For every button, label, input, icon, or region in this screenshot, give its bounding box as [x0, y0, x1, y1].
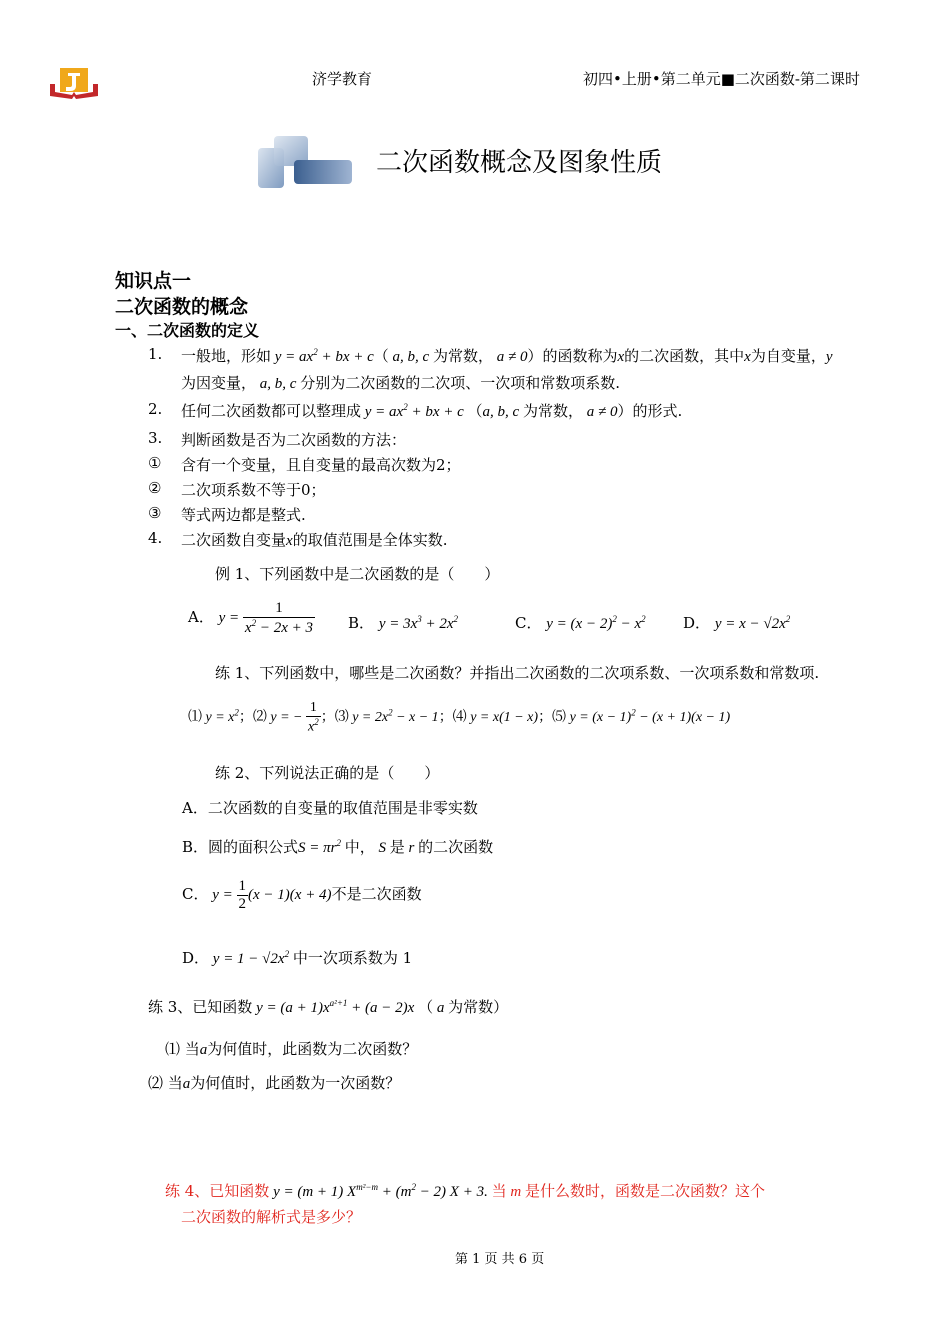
option-c — [182, 878, 422, 913]
page-title: 二次函数概念及图象性质 — [376, 148, 663, 178]
item-num: ② — [148, 479, 162, 497]
practice-formulas — [188, 700, 730, 736]
item-num: ③ — [148, 504, 162, 522]
option-a — [188, 600, 315, 637]
formula: y = x(1 − x) — [466, 710, 539, 726]
formula: m — [506, 1184, 525, 1200]
question-text: 当 — [491, 1182, 507, 1200]
item-text: 的取值范围是全体实数. — [292, 531, 448, 549]
item-text: ）的函数称为 — [527, 347, 618, 365]
formula: $y = 2x^2 - x - 1$ — [348, 707, 439, 726]
sub-question — [148, 1072, 400, 1093]
formula: $y = (x - 2)^2 - x^2$ — [546, 614, 646, 632]
title-graphic — [256, 134, 354, 190]
item-text: 为常数， — [432, 347, 493, 365]
formula: $y = ax^2$ + bx + c — [271, 347, 374, 365]
question-text: 为何值时，此函数为一次函数？ — [190, 1074, 401, 1092]
formula: $y = (x - 1)^2 - (x + 1)(x - 1)$ — [566, 707, 731, 726]
formula: y = $\frac{1}{2}$ (x − 1)(x + 4) — [208, 878, 332, 912]
list-item — [181, 345, 833, 366]
formula: a, b, c — [388, 349, 433, 365]
list-item: 二次项系数不等于0； — [181, 481, 326, 499]
formula: x — [744, 349, 751, 365]
formula: $y = 1 - √2x^2$ — [209, 949, 290, 967]
option-b — [348, 612, 458, 633]
formula-label: ；⑷ — [438, 709, 467, 726]
question-text: ⑴ 当 — [165, 1040, 200, 1058]
option-text: 的二次函数 — [418, 838, 494, 856]
item-num: 2. — [148, 400, 163, 418]
formula: S — [374, 840, 390, 856]
formula: a — [199, 1042, 208, 1058]
item-text: 分别为二次函数的二次项、一次项和常数项系数. — [300, 374, 620, 392]
formula: x — [617, 349, 625, 365]
practice-question: 练 2、下列说法正确的是（ ） — [215, 764, 440, 782]
item-num: ① — [148, 454, 162, 472]
option-text: 中， — [344, 838, 375, 856]
header-course: 初四•上册•第二单元■二次函数-第二课时 — [583, 70, 860, 88]
formula-label: ；⑸ — [538, 709, 567, 726]
practice-question — [165, 1180, 765, 1201]
formula: $y = (a + 1)x^{a^2+1} + (a - 2)x$ — [252, 998, 419, 1016]
question-text: 练 4、已知函数 — [165, 1182, 270, 1200]
item-text: ）的形式. — [617, 402, 683, 420]
formula: $y = 3x^3 + 2x^2$ — [378, 614, 459, 632]
item-text: 为因变量， — [181, 374, 257, 392]
option-c — [515, 612, 646, 633]
section-sub: 一、二次函数的定义 — [115, 321, 260, 340]
practice-question-cont: 二次函数的解析式是多少？ — [181, 1208, 362, 1226]
option-text: B．圆的面积公式 — [182, 838, 299, 856]
item-num: 4. — [148, 529, 163, 547]
list-item — [181, 400, 682, 421]
list-item: 含有一个变量，且自变量的最高次数为2； — [181, 456, 461, 474]
formula: $y = x^2$ — [202, 707, 239, 726]
practice-question — [148, 996, 508, 1017]
question-text: （ — [418, 998, 434, 1016]
option-a: A．二次函数的自变量的取值范围是非零实数 — [182, 799, 478, 817]
formula: $y = x - √2x^2$ — [714, 614, 791, 632]
option-text: 是 — [389, 838, 405, 856]
formula: a ≠ 0 — [492, 349, 528, 365]
formula: a — [433, 1000, 449, 1016]
item-num: 1. — [148, 345, 163, 363]
option-label: A． — [188, 607, 214, 626]
list-item — [181, 372, 620, 393]
list-item: 等式两边都是整式. — [181, 506, 306, 524]
header-rule — [48, 100, 882, 101]
item-text: （ — [373, 347, 389, 365]
option-text: D． — [182, 949, 210, 967]
item-text: 一般地，形如 — [181, 347, 272, 365]
logo — [48, 62, 100, 100]
question-text: 为何值时，此函数为二次函数？ — [207, 1040, 418, 1058]
example-question: 例 1、下列函数中是二次函数的是（ ） — [215, 565, 500, 583]
header-org: 济学教育 — [312, 70, 373, 88]
formula-label: ⑴ — [188, 709, 202, 726]
formula: y = $\frac{1}{x^2 - 2x + 3}$ — [218, 600, 313, 636]
formula: y — [825, 349, 833, 365]
option-d — [683, 612, 790, 633]
page-footer: 第 1 页 共 6 页 — [455, 1252, 545, 1267]
formula: y = (m + 1) $X^{m^2-m} + (m^2 - 2) X + 3$. — [269, 1182, 492, 1200]
item-text: 的二次函数，其中 — [624, 347, 745, 365]
formula: a, b, c — [482, 404, 523, 420]
formula: y = − $\frac{1}{x^2}$ — [266, 700, 319, 735]
formula: $S = \pi r^2$ — [298, 838, 342, 856]
formula: r — [404, 840, 419, 856]
list-item — [181, 529, 447, 550]
option-d — [182, 947, 412, 968]
formula-label: ；⑵ — [238, 709, 267, 726]
formula: x — [286, 533, 293, 549]
question-text: 为常数） — [448, 998, 509, 1016]
item-text: 二次函数自变量 — [181, 531, 287, 549]
list-item: 判断函数是否为二次函数的方法： — [181, 431, 407, 449]
option-label: D． — [683, 614, 711, 632]
option-label: B． — [348, 614, 375, 632]
item-text: 任何二次函数都可以整理成 — [181, 402, 362, 420]
section-kp: 知识点一 — [115, 270, 192, 292]
formula: $y = ax^2$ + bx + c — [361, 402, 468, 420]
item-text: 为自变量， — [750, 347, 826, 365]
option-text: C． — [182, 884, 209, 903]
question-text: 是什么数时，函数是二次函数？这个 — [524, 1182, 765, 1200]
formula-label: ；⑶ — [320, 709, 349, 726]
item-num: 3. — [148, 429, 163, 447]
option-b — [182, 836, 493, 857]
option-label: C． — [515, 614, 542, 632]
formula: a ≠ 0 — [582, 404, 618, 420]
item-text: 为常数， — [522, 402, 583, 420]
item-text: （ — [467, 402, 483, 420]
option-text: 不是二次函数 — [331, 884, 422, 903]
sub-question — [165, 1038, 417, 1059]
option-text: 中一次项系数为 1 — [292, 949, 413, 967]
question-text: ⑵ 当 — [148, 1074, 183, 1092]
formula: a, b, c — [256, 376, 301, 392]
question-text: 练 3、已知函数 — [148, 998, 253, 1016]
section-topic: 二次函数的概念 — [115, 296, 249, 318]
practice-question: 练 1、下列函数中，哪些是二次函数？并指出二次函数的二次项系数、一次项系数和常数项. — [215, 664, 820, 682]
formula: a — [182, 1076, 191, 1092]
